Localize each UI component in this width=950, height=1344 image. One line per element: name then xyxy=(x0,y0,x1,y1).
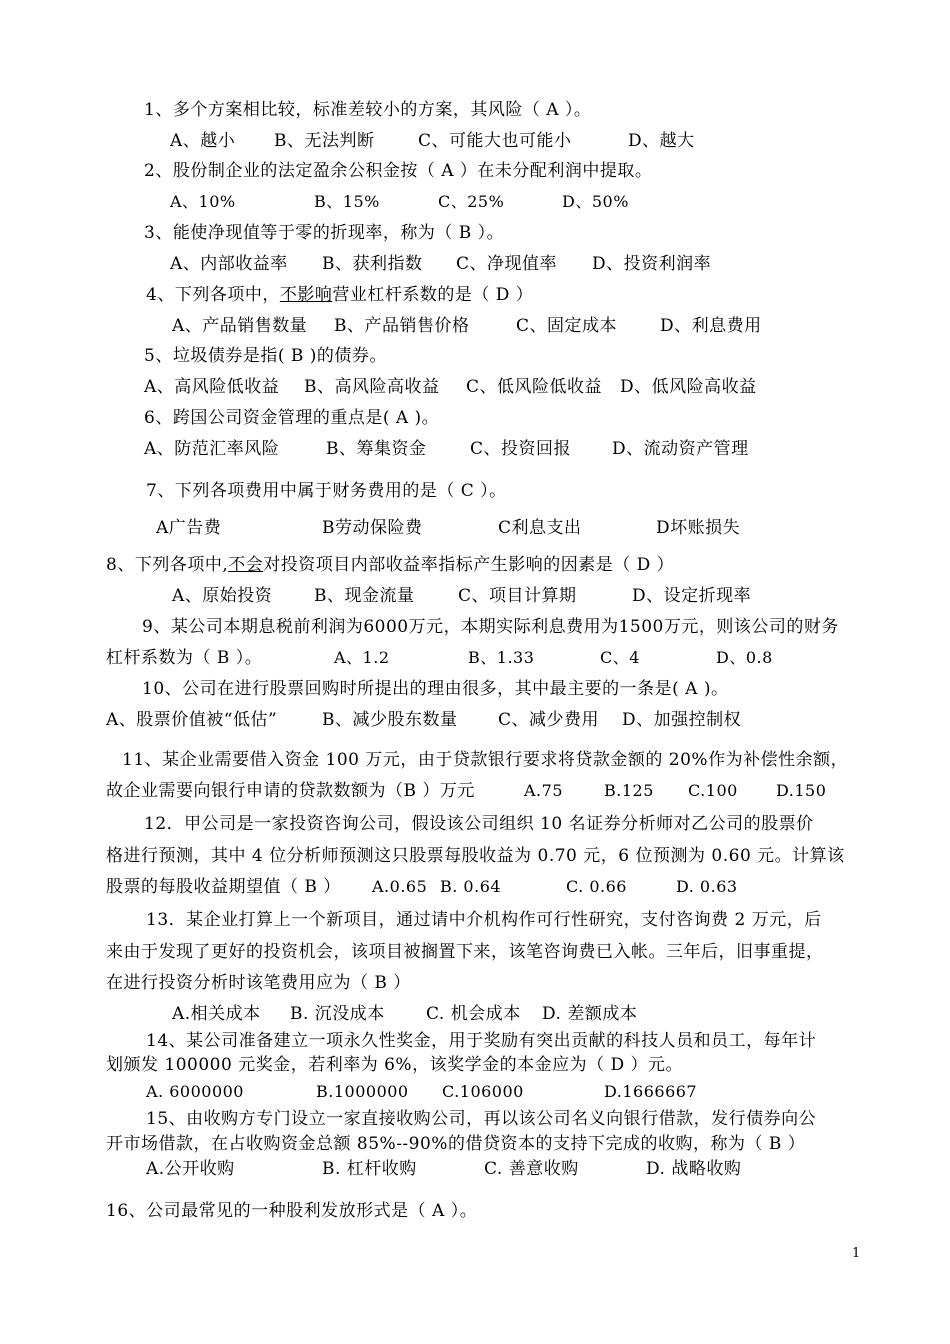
option-b: B.125 xyxy=(604,781,654,800)
stem-text: 8、下列各项中, xyxy=(106,555,229,575)
option-c: C利息支出 xyxy=(498,518,582,538)
question-15-options xyxy=(0,1153,950,1185)
question-7-options xyxy=(0,512,950,544)
option-d: D. 战略收购 xyxy=(646,1159,742,1179)
question-stem: 7、下列各项费用中属于财务费用的是（ C ）。 xyxy=(146,481,507,501)
option-a: A. 6000000 xyxy=(146,1082,244,1101)
question-stem-line: 12．甲公司是一家投资咨询公司，假设该公司组织 10 名证券分析师对乙公司的股票价 xyxy=(144,814,814,834)
stem-underlined: 不影响 xyxy=(279,285,333,305)
option-a: A.0.65 xyxy=(372,877,428,896)
option-b: B、15% xyxy=(314,192,380,211)
option-d: D. 0.63 xyxy=(676,877,738,896)
question-10-options xyxy=(0,704,950,736)
option-c: C.106000 xyxy=(442,1082,524,1101)
option-c: C、固定成本 xyxy=(516,316,618,336)
question-11-line-2 xyxy=(0,775,950,807)
option-c: C. 0.66 xyxy=(566,877,627,896)
stem-text: 4、下列各项中， xyxy=(146,285,280,305)
option-d: D、50% xyxy=(562,192,629,211)
option-b: B劳动保险费 xyxy=(322,518,423,538)
option-c: C、减少费用 xyxy=(498,710,600,730)
option-d: D、加强控制权 xyxy=(622,710,742,730)
option-d: D. 差额成本 xyxy=(542,1004,638,1024)
question-16 xyxy=(0,1195,950,1227)
stem-text: 营业杠杆系数的是（ D ） xyxy=(332,285,534,305)
option-b: B、1.33 xyxy=(468,648,535,667)
question-6 xyxy=(0,402,950,434)
question-5-options xyxy=(0,371,950,403)
question-6-options xyxy=(0,433,950,465)
option-d: D、设定折现率 xyxy=(632,586,752,606)
option-d: D、流动资产管理 xyxy=(612,439,749,459)
question-4-options xyxy=(0,310,950,342)
option-d: D.150 xyxy=(776,781,827,800)
option-d: D坏账损失 xyxy=(656,518,741,538)
question-3-options xyxy=(0,248,950,280)
question-9-line-2 xyxy=(0,642,950,674)
option-d: D、低风险高收益 xyxy=(620,377,757,397)
option-c: C. 机会成本 xyxy=(426,1004,521,1024)
question-3 xyxy=(0,217,950,249)
question-stem-line: 故企业需要向银行申请的贷款数额为（B ）万元 xyxy=(106,781,475,801)
question-12-line-2 xyxy=(0,840,950,872)
question-stem xyxy=(106,549,674,581)
question-stem xyxy=(146,279,533,311)
option-a: A、1.2 xyxy=(334,648,390,667)
question-2 xyxy=(0,155,950,187)
option-a: A、越小 xyxy=(170,131,236,151)
question-stem-line: 在进行投资分析时该笔费用应为（ B ） xyxy=(106,973,411,993)
question-stem-line: 11、某企业需要借入资金 100 万元，由于贷款银行要求将贷款金额的 20%作为补偿性余额， xyxy=(122,750,849,770)
stem-underlined: 不会 xyxy=(228,555,264,575)
option-b: B. 沉没成本 xyxy=(290,1004,385,1024)
option-a: A、股票价值被“低估” xyxy=(106,710,278,730)
option-b: B. 0.64 xyxy=(440,877,502,896)
question-8 xyxy=(0,549,950,581)
option-d: D、越大 xyxy=(628,131,695,151)
option-c: C、低风险低收益 xyxy=(466,377,603,397)
option-b: B、高风险高收益 xyxy=(304,377,440,397)
question-1-options xyxy=(0,125,950,157)
option-b: B、无法判断 xyxy=(274,131,375,151)
option-c: C、4 xyxy=(600,648,640,667)
question-stem-line: 来由于发现了更好的投资机会，该项目被搁置下来，该笔咨询费已入帐。三年后，旧事重提， xyxy=(106,942,824,962)
question-stem-line: 划颁发 100000 元奖金，若利率为 6%，该奖学金的本金应为（ D ）元。 xyxy=(106,1055,684,1075)
option-a: A、原始投资 xyxy=(172,586,273,606)
option-a: A、高风险低收益 xyxy=(144,377,280,397)
option-b: B、产品销售价格 xyxy=(334,316,470,336)
question-stem: 16、公司最常见的一种股利发放形式是（ A ）。 xyxy=(106,1201,478,1221)
question-2-options xyxy=(0,186,950,218)
question-4 xyxy=(0,279,950,311)
question-9 xyxy=(0,611,950,643)
option-c: C. 善意收购 xyxy=(484,1159,579,1179)
question-11 xyxy=(0,744,950,776)
option-c: C、25% xyxy=(438,192,505,211)
question-12-line-3 xyxy=(0,871,950,903)
question-stem-line: 13．某企业打算上一个新项目，通过请中介机构作可行性研究，支付咨询费 2 万元，后 xyxy=(146,910,822,930)
option-d: D.1666667 xyxy=(604,1082,698,1101)
question-stem-line: 9、某公司本期息税前利润为6000万元，本期实际利息费用为1500万元，则该公司的财务 xyxy=(142,617,839,637)
option-b: B、现金流量 xyxy=(314,586,415,606)
stem-text: 对投资项目内部收益率指标产生影响的因素是（ D ） xyxy=(263,555,675,575)
question-stem-line: 开市场借款，在占收购资金总额 85%--90%的借贷资本的支持下完成的收购，称为（ B ） xyxy=(106,1134,806,1154)
question-stem: 10、公司在进行股票回购时所提出的理由很多，其中最主要的一条是( A )。 xyxy=(142,679,729,699)
option-a: A广告费 xyxy=(156,518,222,538)
option-a: A.公开收购 xyxy=(146,1159,235,1179)
question-12 xyxy=(0,808,950,840)
option-d: D、投资利润率 xyxy=(592,254,712,274)
option-c: C、可能大也可能小 xyxy=(418,131,572,151)
option-a: A.相关成本 xyxy=(172,1004,261,1024)
option-d: D、利息费用 xyxy=(660,316,762,336)
option-c: C、净现值率 xyxy=(456,254,558,274)
page-number: 1 xyxy=(852,1246,861,1261)
question-stem: 1、多个方案相比较，标准差较小的方案，其风险（ A ）。 xyxy=(144,100,592,120)
question-stem-line: 14、某公司准备建立一项永久性奖金，用于奖励有突出贡献的科技人员和员工，每年计 xyxy=(146,1031,817,1051)
question-stem-line: 杠杆系数为（ B ）。 xyxy=(106,648,263,668)
question-13-line-2 xyxy=(0,936,950,968)
question-7 xyxy=(0,475,950,507)
option-b: B、筹集资金 xyxy=(326,439,427,459)
question-stem: 6、跨国公司资金管理的重点是( A )。 xyxy=(144,408,440,428)
question-1 xyxy=(0,94,950,126)
question-13 xyxy=(0,904,950,936)
question-stem-line: 15、由收购方专门设立一家直接收购公司，再以该公司名义向银行借款，发行债券向公 xyxy=(146,1109,817,1129)
question-stem: 2、股份制企业的法定盈余公积金按（ A ）在未分配利润中提取。 xyxy=(144,161,653,181)
option-c: C.100 xyxy=(688,781,738,800)
option-d: D、0.8 xyxy=(716,648,773,667)
option-a: A.75 xyxy=(524,781,563,800)
question-5 xyxy=(0,340,950,372)
question-8-options xyxy=(0,580,950,612)
question-stem-line: 股票的每股收益期望值（ B ） xyxy=(106,877,341,897)
option-a: A、产品销售数量 xyxy=(172,316,308,336)
question-13-line-3 xyxy=(0,967,950,999)
option-a: A、10% xyxy=(170,192,236,211)
question-10 xyxy=(0,673,950,705)
option-b: B. 杠杆收购 xyxy=(322,1159,417,1179)
question-stem: 5、垃圾债券是指( B )的债券。 xyxy=(144,346,387,366)
option-c: C、项目计算期 xyxy=(458,586,577,606)
option-b: B、获利指数 xyxy=(322,254,423,274)
option-a: A、内部收益率 xyxy=(170,254,288,274)
option-b: B、减少股东数量 xyxy=(322,710,458,730)
question-stem: 3、能使净现值等于零的折现率，称为（ B ）。 xyxy=(144,223,505,243)
option-a: A、防范汇率风险 xyxy=(144,439,280,459)
option-c: C、投资回报 xyxy=(470,439,572,459)
option-b: B.1000000 xyxy=(316,1082,409,1101)
question-stem-line: 格进行预测，其中 4 位分析师预测这只股票每股收益为 0.70 元，6 位预测为 0.60 元。计算该 xyxy=(106,846,845,866)
